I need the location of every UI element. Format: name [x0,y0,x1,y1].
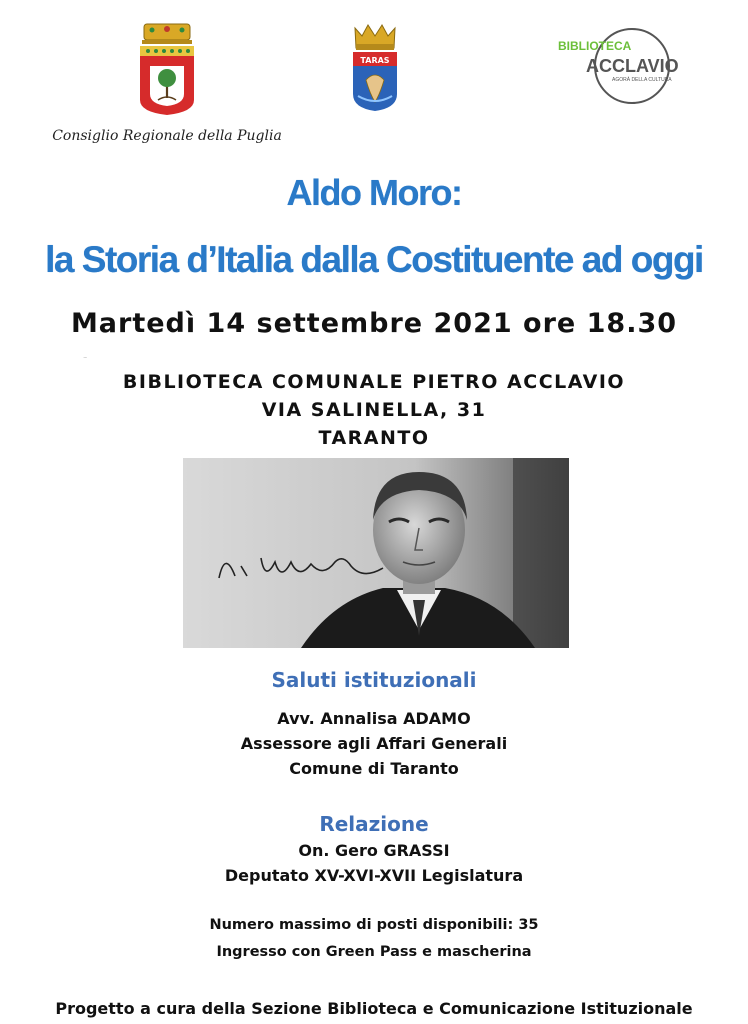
relazione-speaker-name: On. Gero GRASSI [298,841,450,860]
event-date: Martedì 14 settembre 2021 ore 18.30 [70,308,678,339]
venue-name: BIBLIOTECA COMUNALE PIETRO ACCLAVIO [122,371,626,393]
venue-city: TARANTO [318,427,430,449]
library-logo-tagline: AGORÀ DELLA CULTURA [612,77,672,83]
access-info: Ingresso con Green Pass e mascherina [216,944,532,960]
library-logo-line1: BIBLIOTECA [558,39,632,53]
region-council-caption: Consiglio Regionale della Puglia [52,128,282,144]
event-title-line1: Aldo Moro: [286,172,462,213]
crest-text: TARAS [360,56,390,65]
library-logo-line2: ACCLAVIO [586,56,679,76]
saluti-speaker-org: Comune di Taranto [289,759,459,778]
signature-text: A. Moro [83,358,87,359]
saluti-heading: Saluti istituzionali [271,668,477,692]
taranto-city-crest [350,22,400,112]
venue-street: VIA SALINELLA, 31 [261,399,487,421]
project-footer: Progetto a cura della Sezione Biblioteca e Comunicazione Istituzionale [55,999,693,1018]
saluti-speaker-role: Assessore agli Affari Generali [240,734,508,753]
puglia-region-coat-of-arms [136,22,198,116]
saluti-speaker-name: Avv. Annalisa ADAMO [277,709,471,728]
biblioteca-acclavio-logo [556,26,679,106]
seats-info: Numero massimo di posti disponibili: 35 [209,917,539,933]
relazione-speaker-role: Deputato XV-XVI-XVII Legislatura [224,866,524,885]
relazione-heading: Relazione [319,812,429,836]
event-title-line2: la Storia d’Italia dalla Costituente ad oggi [45,239,703,280]
